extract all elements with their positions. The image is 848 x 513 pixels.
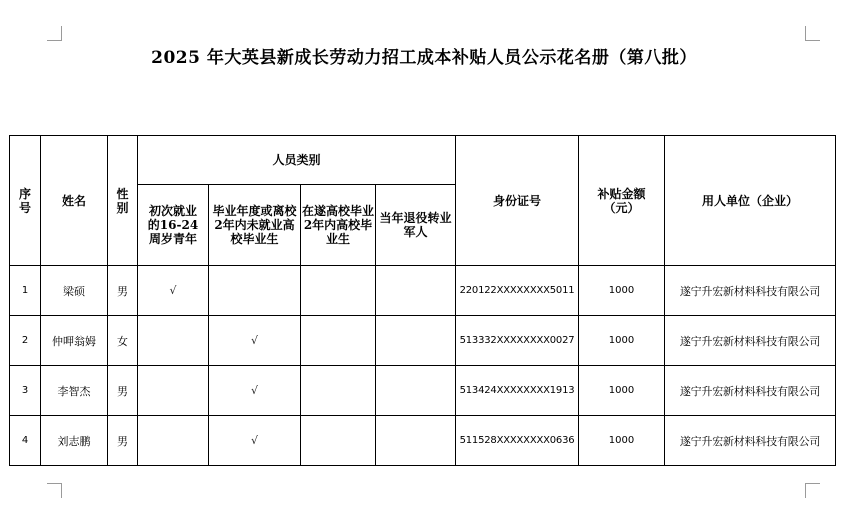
row-index: 1 [10,266,41,316]
row-gender: 男 [108,266,138,316]
row-employer: 遂宁升宏新材料科技有限公司 [665,416,836,466]
check-mark: √ [209,416,301,466]
header-category-local-graduate: 在遂高校毕业 2年内高校毕业生 [301,185,376,266]
table-row [10,366,836,416]
table-row [10,416,836,466]
crop-mark-bottom-right [805,483,820,498]
crop-mark-top-right [805,26,820,41]
crop-mark-top-left [47,26,62,41]
row-name: 李智杰 [41,366,108,416]
header-category: 人员类别 [138,136,456,185]
row-gender: 女 [108,316,138,366]
row-name: 梁硕 [41,266,108,316]
check-mark [138,316,209,366]
row-amount: 1000 [579,416,665,466]
row-id-number: 513424XXXXXXXX1913 [456,366,579,416]
row-gender: 男 [108,366,138,416]
header-category-veteran: 当年退役转业军人 [376,185,456,266]
row-id-number: 513332XXXXXXXX0027 [456,316,579,366]
row-name: 刘志鹏 [41,416,108,466]
row-index: 4 [10,416,41,466]
check-mark [301,416,376,466]
table-row [10,266,836,316]
row-employer: 遂宁升宏新材料科技有限公司 [665,366,836,416]
check-mark [376,416,456,466]
check-mark: √ [138,266,209,316]
header-category-youth: 初次就业的16-24周岁青年 [138,185,209,266]
row-name: 仲呷翁姆 [41,316,108,366]
table-row [10,316,836,366]
row-amount: 1000 [579,266,665,316]
check-mark [301,316,376,366]
check-mark [376,266,456,316]
document-title: 2025 年大英县新成长劳动力招工成本补贴人员公示花名册（第八批） [151,48,697,68]
check-mark [209,266,301,316]
header-amount: 补贴金额（元） [579,136,665,266]
row-employer: 遂宁升宏新材料科技有限公司 [665,316,836,366]
check-mark [301,366,376,416]
check-mark [376,366,456,416]
header-category-unemployed-graduate: 毕业年度或离校 2年内未就业高校毕业生 [209,185,301,266]
row-id-number: 220122XXXXXXXX5011 [456,266,579,316]
header-employer: 用人单位（企业） [665,136,836,266]
roster-table [9,135,836,466]
header-gender: 性别 [108,136,138,266]
header-index: 序号 [10,136,41,266]
row-index: 2 [10,316,41,366]
row-amount: 1000 [579,366,665,416]
row-index: 3 [10,366,41,416]
check-mark [301,266,376,316]
row-employer: 遂宁升宏新材料科技有限公司 [665,266,836,316]
row-id-number: 511528XXXXXXXX0636 [456,416,579,466]
row-amount: 1000 [579,316,665,366]
check-mark: √ [209,366,301,416]
check-mark [138,416,209,466]
header-name: 姓名 [41,136,108,266]
header-row [10,136,836,185]
check-mark [376,316,456,366]
row-gender: 男 [108,416,138,466]
check-mark: √ [209,316,301,366]
header-id: 身份证号 [456,136,579,266]
check-mark [138,366,209,416]
crop-mark-bottom-left [47,483,62,498]
